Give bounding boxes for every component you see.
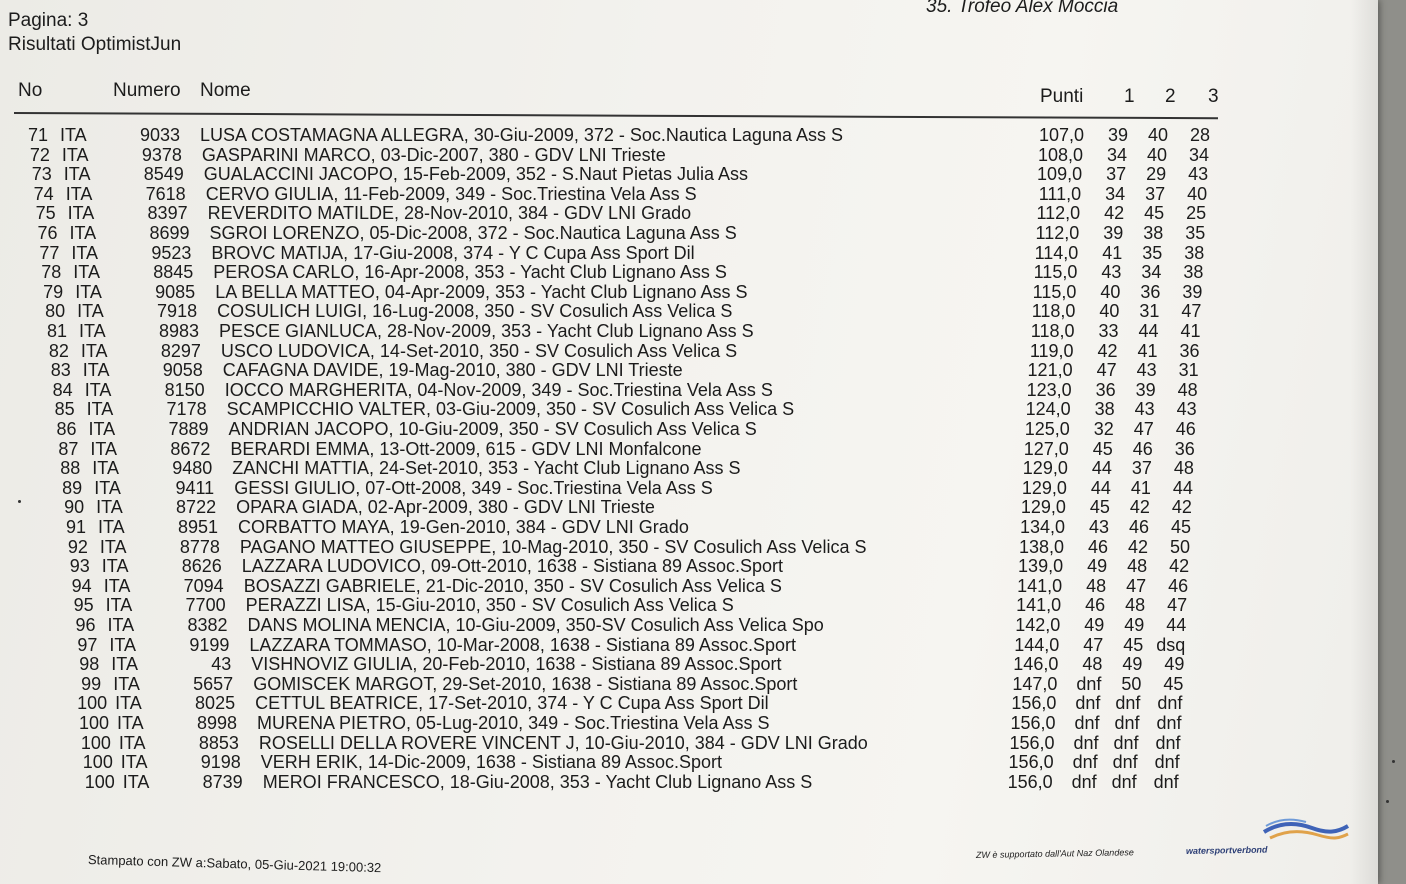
sail-number: 8951 (177, 517, 218, 537)
nation: ITA (88, 419, 116, 439)
nation: ITA (73, 262, 100, 283)
race-3-score: dnf (1155, 732, 1181, 753)
sailor-name: CERVO GIULIA, 11-Feb-2009, 349 - Soc.Triestina Vela Ass S (205, 183, 697, 204)
race-2-score: 41 (1130, 477, 1151, 498)
points: 121,0 (1027, 360, 1073, 381)
sail-number: 9411 (175, 477, 215, 498)
points: 156,0 (1010, 713, 1056, 733)
rank: 78 (41, 262, 62, 283)
nation: ITA (80, 340, 108, 361)
race-3-score: 48 (1173, 458, 1194, 479)
sailor-name: ZANCHI MATTIA, 24-Set-2010, 353 - Yacht Club Lignano Ass S (232, 458, 741, 479)
points: 129,0 (1022, 458, 1068, 479)
race-1-score: 34 (1107, 144, 1128, 165)
race-3-score: dsq (1156, 634, 1186, 655)
rank: 96 (75, 615, 96, 635)
rank: 74 (33, 183, 54, 204)
sail-number: 7178 (166, 399, 207, 420)
race-1-score: 49 (1087, 556, 1108, 577)
rank: 99 (81, 673, 102, 694)
points: 127,0 (1023, 438, 1069, 459)
rank: 82 (48, 340, 69, 361)
race-1-score: 33 (1098, 321, 1119, 341)
column-header-race-3: 3 (1208, 86, 1219, 107)
points: 112,0 (1035, 223, 1080, 243)
sail-number: 9523 (151, 242, 192, 263)
race-2-score: 41 (1137, 340, 1158, 361)
rank: 94 (71, 575, 92, 596)
rank: 100 (79, 713, 110, 733)
sailor-name: ROSELLI DELLA ROVERE VINCENT J, 10-Giu-2010, 384 - GDV LNI Grado (258, 732, 868, 753)
race-3-score: 45 (1170, 517, 1191, 537)
nation: ITA (113, 673, 140, 694)
points: 123,0 (1026, 379, 1072, 400)
sailor-name: PERAZZI LISA, 15-Giu-2010, 350 - SV Cosulich Ass Velica S (245, 595, 734, 616)
wall-speck (18, 500, 21, 503)
points: 115,0 (1032, 281, 1077, 302)
sail-number: 9033 (139, 125, 180, 145)
rank: 83 (50, 360, 71, 381)
rank: 88 (60, 458, 81, 479)
sailor-name: OPARA GIADA, 02-Apr-2009, 380 - GDV LNI Trieste (236, 497, 655, 518)
nation: ITA (84, 379, 112, 400)
sail-number: 7618 (145, 183, 186, 204)
sail-number: 9480 (172, 458, 213, 479)
watersportverbond-logo-icon (1262, 814, 1350, 844)
race-2-score: 43 (1136, 360, 1157, 381)
points: 109,0 (1037, 164, 1083, 185)
race-2-score: 45 (1144, 203, 1165, 224)
race-2-score: dnf (1112, 752, 1138, 773)
sailor-name: ANDRIAN JACOPO, 10-Giu-2009, 350 - SV Cosulich Ass Velica S (228, 419, 757, 439)
sailor-name: CETTUL BEATRICE, 17-Set-2010, 374 - Y C Cupa Ass Sport Dil (255, 693, 769, 714)
rank: 77 (39, 242, 60, 263)
race-1-score: 43 (1088, 517, 1109, 537)
race-2-score: 37 (1131, 458, 1152, 479)
sailor-name: GESSI GIULIO, 07-Ott-2008, 349 - Soc.Triestina Vela Ass S (234, 477, 713, 498)
column-header-race-2: 2 (1165, 86, 1176, 107)
race-3-score: 34 (1189, 144, 1210, 165)
sailor-name: LAZZARA TOMMASO, 10-Mar-2008, 1638 - Sistiana 89 Assoc.Sport (249, 634, 796, 655)
sailor-name: GUALACCINI JACOPO, 15-Feb-2009, 352 - S.Naut Pietas Julia Ass (203, 164, 749, 185)
points: 156,0 (1007, 771, 1053, 792)
points: 138,0 (1018, 536, 1065, 557)
race-1-score: 48 (1082, 654, 1103, 675)
race-1-score: dnf (1072, 752, 1098, 773)
sailor-name: CAFAGNA DAVIDE, 19-Mag-2010, 380 - GDV LNI Trieste (222, 360, 683, 381)
points: 156,0 (1009, 732, 1055, 753)
nation: ITA (71, 242, 99, 263)
race-2-score: 40 (1147, 125, 1168, 145)
race-1-score: 44 (1090, 477, 1111, 498)
sail-number: 8739 (202, 771, 243, 792)
points: 147,0 (1012, 673, 1058, 694)
race-1-score: 46 (1088, 536, 1109, 557)
rank: 93 (69, 556, 90, 577)
race-2-score: 48 (1127, 556, 1148, 577)
race-2-score: 48 (1125, 595, 1146, 616)
race-3-score: 47 (1181, 301, 1202, 322)
nation: ITA (69, 223, 97, 243)
points: 146,0 (1013, 654, 1059, 675)
nation: ITA (103, 575, 131, 596)
sail-number: 8778 (179, 536, 220, 557)
sailor-name: MEROI FRANCESCO, 18-Giu-2008, 353 - Yacht Club Lignano Ass S (262, 771, 813, 792)
race-3-score: 38 (1184, 242, 1205, 263)
nation: ITA (86, 399, 114, 420)
event-title: 35. Trofeo Alex Moccia (926, 0, 1119, 17)
points: 111,0 (1038, 183, 1082, 204)
sailor-name: BERARDI EMMA, 13-Ott-2009, 615 - GDV LNI Monfalcone (230, 438, 702, 459)
rank: 98 (79, 654, 100, 675)
nation: ITA (79, 321, 106, 341)
rank: 79 (43, 281, 64, 302)
race-3-score: 49 (1164, 654, 1185, 675)
race-3-score: 28 (1189, 125, 1210, 145)
race-1-score: 45 (1092, 438, 1113, 459)
sail-number: 9198 (200, 752, 241, 773)
sailor-name: REVERDITO MATILDE, 28-Nov-2010, 384 - GDV LNI Grado (207, 203, 692, 224)
nation: ITA (109, 634, 137, 655)
nation: ITA (117, 713, 144, 733)
sail-number: 8382 (187, 615, 228, 635)
race-1-score: 37 (1106, 164, 1127, 185)
sail-number: 7918 (157, 301, 198, 322)
race-2-score: 35 (1142, 242, 1163, 263)
points: 141,0 (1016, 595, 1062, 616)
race-3-score: 36 (1179, 340, 1200, 361)
sail-number: 8722 (176, 497, 217, 518)
rank: 100 (82, 752, 113, 773)
sail-number: 9378 (141, 144, 182, 165)
race-2-score: dnf (1113, 732, 1139, 753)
race-1-score: 39 (1107, 125, 1128, 145)
nation: ITA (77, 301, 104, 322)
points: 142,0 (1015, 615, 1061, 635)
sail-number: 7700 (185, 595, 226, 616)
race-2-score: 43 (1134, 399, 1155, 420)
sail-number: 5657 (193, 673, 234, 694)
points: 124,0 (1025, 399, 1071, 420)
race-1-score: 45 (1089, 497, 1110, 518)
points: 118,0 (1030, 321, 1075, 341)
race-2-score: dnf (1114, 713, 1140, 733)
rank: 71 (27, 125, 48, 145)
print-stamp: Stampato con ZW a:Sabato, 05-Giu-2021 19:00:32 (87, 852, 382, 876)
wall-speck (1392, 760, 1395, 763)
race-3-score: 38 (1183, 262, 1204, 283)
nation: ITA (65, 183, 93, 204)
nation: ITA (75, 281, 102, 302)
sailor-name: GASPARINI MARCO, 03-Dic-2007, 380 - GDV LNI Trieste (201, 144, 666, 165)
sail-number: 8983 (158, 321, 199, 341)
race-3-score: 43 (1188, 164, 1209, 185)
sailor-name: SGROI LORENZO, 05-Dic-2008, 372 - Soc.Nautica Laguna Ass S (209, 223, 737, 243)
nation: ITA (120, 752, 148, 773)
rank: 95 (73, 595, 94, 616)
race-1-score: 36 (1095, 379, 1116, 400)
rank: 100 (80, 732, 111, 753)
rank: 97 (77, 634, 98, 655)
sail-number: 8150 (164, 379, 205, 400)
race-1-score: 42 (1104, 203, 1125, 224)
nation: ITA (98, 517, 125, 537)
points: 125,0 (1024, 419, 1070, 439)
race-3-score: 45 (1163, 673, 1184, 694)
race-1-score: 49 (1084, 615, 1105, 635)
points: 134,0 (1019, 517, 1065, 537)
race-1-score: 42 (1097, 340, 1118, 361)
sailor-name: BOSAZZI GABRIELE, 21-Dic-2010, 350 - SV Cosulich Ass Velica S (243, 575, 782, 596)
points: 112,0 (1036, 203, 1081, 224)
brand-name: watersportverbond (1185, 844, 1268, 856)
race-2-score: 50 (1121, 673, 1142, 694)
points: 139,0 (1018, 556, 1064, 577)
nation: ITA (118, 732, 146, 753)
nation: ITA (105, 595, 133, 616)
sail-number: 9058 (162, 360, 203, 381)
race-3-score: 44 (1166, 615, 1187, 635)
race-1-score: dnf (1074, 713, 1100, 733)
race-1-score: 47 (1083, 634, 1104, 655)
race-2-score: 37 (1145, 183, 1166, 204)
sailor-name: MURENA PIETRO, 05-Lug-2010, 349 - Soc.Triestina Vela Ass S (257, 713, 770, 733)
sailor-name: LUSA COSTAMAGNA ALLEGRA, 30-Giu-2009, 372 - Soc.Nautica Laguna Ass S (200, 125, 843, 145)
wall-speck (1386, 800, 1389, 803)
rank: 86 (56, 419, 77, 439)
nation: ITA (92, 458, 119, 479)
race-3-score: 50 (1170, 536, 1191, 557)
race-2-score: 47 (1126, 575, 1147, 596)
sail-number: 8699 (149, 223, 190, 243)
rank: 72 (29, 144, 50, 165)
race-3-score: 39 (1182, 281, 1203, 302)
race-2-score: 42 (1128, 536, 1149, 557)
race-1-score: 32 (1093, 419, 1114, 439)
sailor-name: VERH ERIK, 14-Dic-2009, 1638 - Sistiana 89 Assoc.Sport (260, 752, 723, 773)
nation: ITA (60, 125, 87, 145)
sailor-name: IOCCO MARGHERITA, 04-Nov-2009, 349 - Soc.Triestina Vela Ass S (224, 379, 773, 400)
support-note: ZW è supportato dall'Aut Naz Olandese (975, 847, 1134, 860)
page-number: Pagina: 3 (8, 10, 89, 31)
nation: ITA (99, 536, 127, 557)
race-3-score: 43 (1176, 399, 1197, 420)
rank: 91 (65, 517, 86, 537)
race-3-score: 35 (1185, 223, 1206, 243)
column-header-numero: Numero (113, 80, 181, 101)
sailor-name: CORBATTO MAYA, 19-Gen-2010, 384 - GDV LNI Grado (238, 517, 689, 537)
sailor-name: COSULICH LUIGI, 16-Lug-2008, 350 - SV Cosulich Ass Velica S (217, 301, 733, 322)
sailor-name: VISHNOVIZ GIULIA, 20-Feb-2010, 1638 - Sistiana 89 Assoc.Sport (251, 654, 782, 675)
race-2-score: 47 (1133, 419, 1154, 439)
sailor-name: LAZZARA LUDOVICO, 09-Ott-2010, 1638 - Sistiana 89 Assoc.Sport (241, 556, 784, 577)
race-1-score: 48 (1086, 575, 1107, 596)
race-3-score: 46 (1168, 575, 1189, 596)
sailor-name: USCO LUDOVICA, 14-Set-2010, 350 - SV Cosulich Ass Velica S (220, 340, 738, 361)
race-1-score: 34 (1105, 183, 1126, 204)
points: 129,0 (1020, 497, 1066, 518)
race-1-score: 39 (1103, 223, 1124, 243)
nation: ITA (115, 693, 142, 714)
sail-number: 8297 (160, 340, 201, 361)
nation: ITA (101, 556, 129, 577)
points: 114,0 (1034, 242, 1079, 263)
rank: 76 (37, 223, 58, 243)
race-3-score: dnf (1153, 771, 1179, 792)
race-1-score: 46 (1085, 595, 1106, 616)
points: 115,0 (1033, 262, 1078, 283)
race-2-score: 46 (1132, 438, 1153, 459)
race-2-score: dnf (1111, 771, 1137, 792)
race-1-score: 43 (1101, 262, 1122, 283)
points: 144,0 (1014, 634, 1060, 655)
race-2-score: 40 (1147, 144, 1168, 165)
sailor-name: SCAMPICCHIO VALTER, 03-Giu-2009, 350 - SV Cosulich Ass Velica S (226, 399, 795, 420)
race-3-score: 25 (1186, 203, 1207, 224)
race-3-score: 47 (1167, 595, 1188, 616)
race-2-score: dnf (1115, 693, 1141, 714)
race-1-score: dnf (1071, 771, 1097, 792)
race-3-score: 36 (1174, 438, 1195, 459)
header-divider (14, 112, 1218, 119)
rank: 100 (77, 693, 108, 714)
sailor-name: LA BELLA MATTEO, 04-Apr-2009, 353 - Yacht Club Lignano Ass S (215, 281, 748, 302)
column-header-no: No (18, 80, 43, 101)
points: 129,0 (1021, 477, 1067, 498)
race-3-score: 44 (1172, 477, 1193, 498)
race-3-score: 48 (1177, 379, 1198, 400)
points: 118,0 (1031, 301, 1076, 322)
race-2-score: 29 (1146, 164, 1167, 185)
rank: 73 (31, 164, 52, 185)
points: 119,0 (1029, 340, 1074, 361)
rank: 85 (54, 399, 75, 420)
nation: ITA (96, 497, 123, 518)
race-3-score: 31 (1178, 360, 1199, 381)
race-3-score: 40 (1187, 183, 1208, 204)
sail-number: 8853 (198, 732, 239, 753)
nation: ITA (61, 144, 89, 165)
rank: 84 (52, 379, 73, 400)
nation: ITA (82, 360, 110, 381)
points: 156,0 (1011, 693, 1057, 714)
column-header-race-1: 1 (1124, 86, 1135, 107)
sail-number: 9199 (189, 634, 230, 655)
sailor-name: GOMISCEK MARGOT, 29-Set-2010, 1638 - Sistiana 89 Assoc.Sport (253, 673, 798, 694)
race-2-score: 42 (1129, 497, 1150, 518)
sail-number: 43 (211, 654, 232, 675)
nation: ITA (67, 203, 95, 224)
race-1-score: 44 (1091, 458, 1112, 479)
race-1-score: 38 (1094, 399, 1115, 420)
nation: ITA (111, 654, 138, 675)
rank: 90 (64, 497, 85, 518)
rank: 100 (84, 771, 115, 792)
race-2-score: 44 (1138, 321, 1159, 341)
race-3-score: 42 (1171, 497, 1192, 518)
race-1-score: 40 (1099, 301, 1120, 322)
sail-number: 8845 (153, 262, 194, 283)
rank: 75 (35, 203, 56, 224)
race-3-score: dnf (1157, 693, 1183, 714)
race-3-score: dnf (1156, 713, 1182, 733)
sail-number: 8025 (195, 693, 236, 714)
sailor-name: PEROSA CARLO, 16-Apr-2008, 353 - Yacht Club Lignano Ass S (213, 262, 727, 283)
race-1-score: dnf (1073, 732, 1099, 753)
race-3-score: 42 (1169, 556, 1190, 577)
race-2-score: 49 (1122, 654, 1143, 675)
sailor-name: DANS MOLINA MENCIA, 10-Giu-2009, 350-SV Cosulich Ass Velica Spo (247, 615, 824, 635)
points: 156,0 (1008, 752, 1054, 773)
sail-number: 8549 (143, 164, 184, 185)
sail-number: 8397 (147, 203, 188, 224)
nation: ITA (63, 164, 91, 185)
race-2-score: 46 (1128, 517, 1149, 537)
race-2-score: 34 (1141, 262, 1162, 283)
sail-number: 9085 (155, 281, 196, 302)
race-2-score: 38 (1143, 223, 1164, 243)
race-1-score: 40 (1100, 281, 1121, 302)
race-1-score: dnf (1075, 693, 1101, 714)
sailor-name: PAGANO MATTEO GIUSEPPE, 10-Mag-2010, 350 - SV Cosulich Ass Velica S (239, 536, 867, 557)
race-1-score: 41 (1102, 242, 1123, 263)
sail-number: 7889 (168, 419, 209, 439)
results-title: Risultati OptimistJun (8, 34, 182, 55)
race-2-score: 36 (1140, 281, 1161, 302)
sail-number: 8626 (181, 556, 222, 577)
rank: 80 (45, 301, 66, 322)
sailor-name: PESCE GIANLUCA, 28-Nov-2009, 353 - Yacht Club Lignano Ass S (219, 321, 754, 341)
race-2-score: 31 (1139, 301, 1160, 322)
points: 107,0 (1038, 125, 1084, 145)
column-header-nome: Nome (200, 80, 251, 101)
race-2-score: 39 (1135, 379, 1156, 400)
nation: ITA (107, 615, 135, 635)
nation: ITA (90, 438, 118, 459)
points: 108,0 (1037, 144, 1084, 165)
race-2-score: 45 (1123, 634, 1144, 655)
nation: ITA (94, 477, 121, 498)
sailor-name: BROVC MATIJA, 17-Giu-2008, 374 - Y C Cupa Ass Sport Dil (211, 242, 695, 263)
rank: 81 (46, 321, 67, 341)
sail-number: 8672 (170, 438, 211, 459)
race-1-score: 47 (1096, 360, 1117, 381)
race-1-score: dnf (1076, 673, 1102, 694)
nation: ITA (122, 771, 150, 792)
race-2-score: 49 (1124, 615, 1145, 635)
sail-number: 8998 (196, 713, 237, 733)
rank: 87 (58, 438, 79, 459)
sail-number: 7094 (183, 575, 224, 596)
column-header-punti: Punti (1040, 86, 1084, 107)
rank: 89 (62, 477, 83, 498)
race-3-score: 41 (1180, 321, 1201, 341)
race-3-score: dnf (1154, 752, 1180, 773)
race-3-score: 46 (1175, 419, 1196, 439)
points: 141,0 (1017, 575, 1063, 596)
rank: 92 (67, 536, 88, 557)
